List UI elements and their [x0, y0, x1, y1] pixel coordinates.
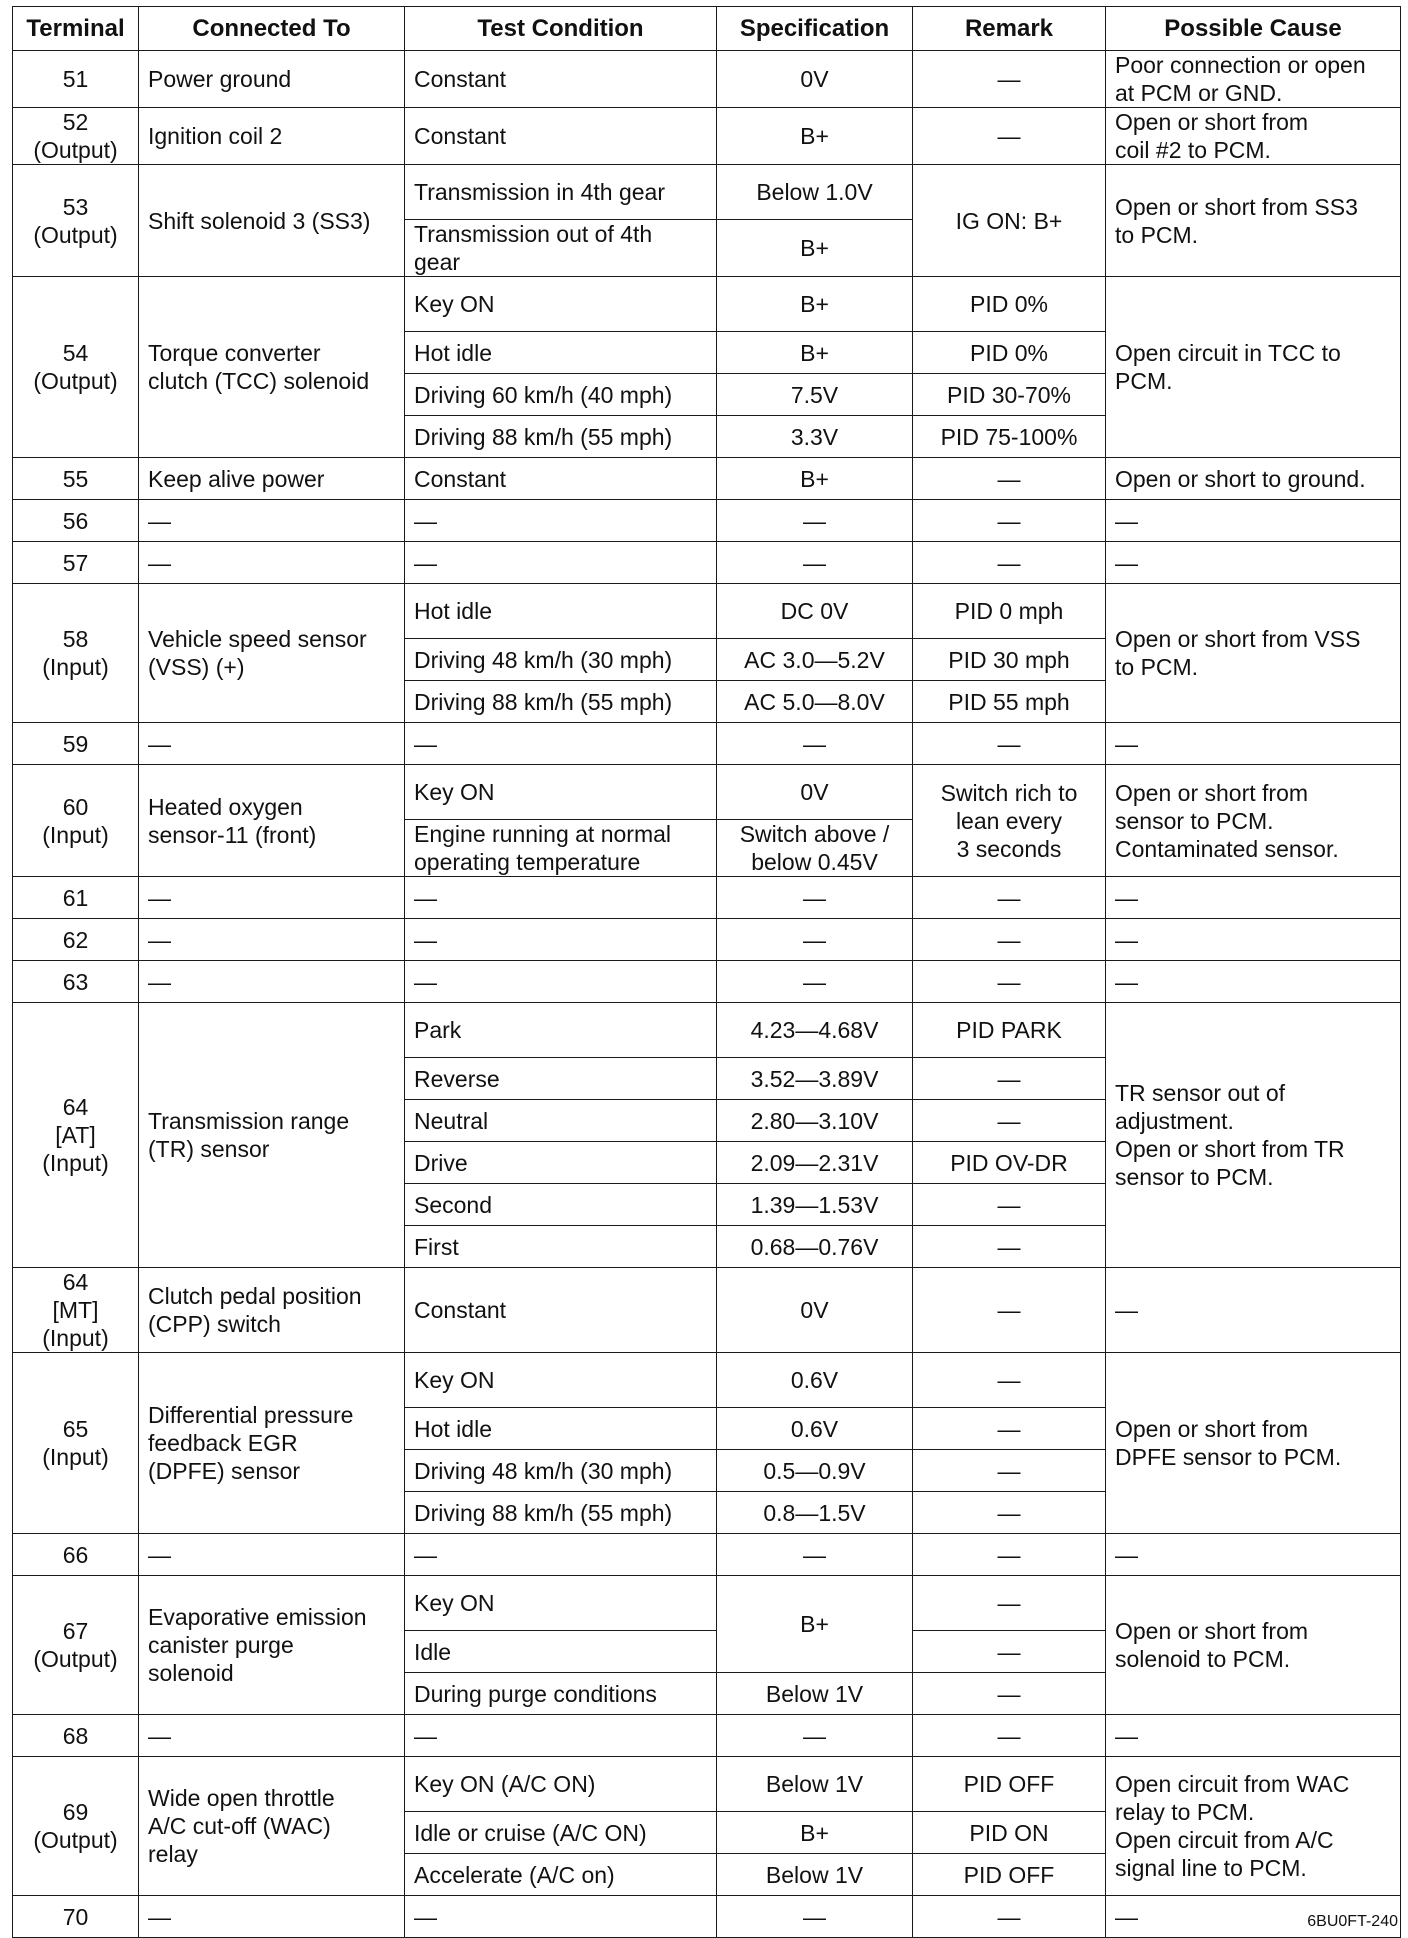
- terminal-cell: 68: [13, 1715, 139, 1757]
- specification-cell: Below 1V: [717, 1757, 913, 1812]
- terminal-cell: 69 (Output): [13, 1757, 139, 1896]
- remark-cell: —: [913, 1673, 1106, 1715]
- connected-to-cell: Keep alive power: [139, 458, 405, 500]
- test-condition-cell: Idle: [405, 1631, 717, 1673]
- remark-cell: PID 0%: [913, 332, 1106, 374]
- table-row: [13, 458, 1401, 500]
- terminal-cell: 52 (Output): [13, 108, 139, 165]
- possible-cause-cell: Open circuit in TCC to PCM.: [1106, 277, 1401, 458]
- test-condition-cell: Accelerate (A/C on): [405, 1854, 717, 1896]
- col-specification: Specification: [717, 7, 913, 51]
- test-condition-cell: Second: [405, 1184, 717, 1226]
- remark-cell: —: [913, 1534, 1106, 1576]
- possible-cause-cell: Open or short from coil #2 to PCM.: [1106, 108, 1401, 165]
- remark-cell: —: [913, 723, 1106, 765]
- test-condition-cell: Drive: [405, 1142, 717, 1184]
- terminal-cell: 64 [AT] (Input): [13, 1003, 139, 1268]
- remark-cell: —: [913, 877, 1106, 919]
- remark-cell: —: [913, 1100, 1106, 1142]
- table-row: [13, 500, 1401, 542]
- terminal-cell: 65 (Input): [13, 1353, 139, 1534]
- terminal-cell: 66: [13, 1534, 139, 1576]
- table-row: [13, 877, 1401, 919]
- possible-cause-cell: —: [1106, 1896, 1401, 1938]
- test-condition-cell: Driving 88 km/h (55 mph): [405, 681, 717, 723]
- specification-cell: 2.80—3.10V: [717, 1100, 913, 1142]
- connected-to-cell: Torque converter clutch (TCC) solenoid: [139, 277, 405, 458]
- table-row: [13, 1353, 1401, 1408]
- test-condition-cell: Key ON: [405, 277, 717, 332]
- specification-cell: B+: [717, 458, 913, 500]
- test-condition-cell: —: [405, 1534, 717, 1576]
- col-terminal: Terminal: [13, 7, 139, 51]
- table-row: [13, 1534, 1401, 1576]
- test-condition-cell: Key ON: [405, 1353, 717, 1408]
- connected-to-cell: —: [139, 1896, 405, 1938]
- remark-cell: —: [913, 1353, 1106, 1408]
- pinout-table-sheet: [12, 6, 1400, 1938]
- test-condition-cell: Engine running at normal operating temperature: [405, 820, 717, 877]
- specification-cell: —: [717, 1534, 913, 1576]
- specification-cell: —: [717, 877, 913, 919]
- test-condition-cell: Hot idle: [405, 584, 717, 639]
- test-condition-cell: Hot idle: [405, 1408, 717, 1450]
- possible-cause-cell: Open or short from VSS to PCM.: [1106, 584, 1401, 723]
- terminal-cell: 70: [13, 1896, 139, 1938]
- possible-cause-cell: Open or short from solenoid to PCM.: [1106, 1576, 1401, 1715]
- specification-cell: B+: [717, 1812, 913, 1854]
- connected-to-cell: —: [139, 1715, 405, 1757]
- possible-cause-cell: —: [1106, 961, 1401, 1003]
- col-remark: Remark: [913, 7, 1106, 51]
- col-connected-to: Connected To: [139, 7, 405, 51]
- test-condition-cell: —: [405, 961, 717, 1003]
- test-condition-cell: Constant: [405, 458, 717, 500]
- possible-cause-cell: —: [1106, 1534, 1401, 1576]
- table-row: [13, 542, 1401, 584]
- table-row: [13, 1003, 1401, 1058]
- remark-cell: PID 30-70%: [913, 374, 1106, 416]
- specification-cell: 0.6V: [717, 1353, 913, 1408]
- test-condition-cell: During purge conditions: [405, 1673, 717, 1715]
- table-row: [13, 584, 1401, 639]
- remark-cell: —: [913, 542, 1106, 584]
- remark-cell: —: [913, 500, 1106, 542]
- possible-cause-cell: —: [1106, 542, 1401, 584]
- connected-to-cell: —: [139, 500, 405, 542]
- possible-cause-cell: —: [1106, 500, 1401, 542]
- terminal-cell: 56: [13, 500, 139, 542]
- specification-cell: 2.09—2.31V: [717, 1142, 913, 1184]
- table-row: [13, 1896, 1401, 1938]
- table-row: [13, 1757, 1401, 1812]
- connected-to-cell: Ignition coil 2: [139, 108, 405, 165]
- specification-cell: B+: [717, 220, 913, 277]
- remark-cell: —: [913, 1408, 1106, 1450]
- specification-cell: AC 5.0—8.0V: [717, 681, 913, 723]
- connected-to-cell: Transmission range (TR) sensor: [139, 1003, 405, 1268]
- remark-cell: —: [913, 1058, 1106, 1100]
- specification-cell: —: [717, 542, 913, 584]
- col-possible-cause: Possible Cause: [1106, 7, 1401, 51]
- remark-cell: PID OFF: [913, 1757, 1106, 1812]
- remark-cell: PID 30 mph: [913, 639, 1106, 681]
- specification-cell: Switch above / below 0.45V: [717, 820, 913, 877]
- possible-cause-cell: Open circuit from WAC relay to PCM. Open circuit from A/C signal line to PCM.: [1106, 1757, 1401, 1896]
- specification-cell: —: [717, 723, 913, 765]
- table-row: [13, 1576, 1401, 1631]
- test-condition-cell: Driving 88 km/h (55 mph): [405, 416, 717, 458]
- table-body: [13, 51, 1401, 1938]
- table-row: [13, 165, 1401, 220]
- test-condition-cell: —: [405, 877, 717, 919]
- remark-cell: PID PARK: [913, 1003, 1106, 1058]
- remark-cell: —: [913, 1184, 1106, 1226]
- pcm-terminal-table: [12, 6, 1401, 1938]
- test-condition-cell: Driving 88 km/h (55 mph): [405, 1492, 717, 1534]
- specification-cell: B+: [717, 1576, 913, 1673]
- terminal-cell: 64 [MT] (Input): [13, 1268, 139, 1353]
- test-condition-cell: —: [405, 723, 717, 765]
- remark-cell: PID 55 mph: [913, 681, 1106, 723]
- remark-cell: —: [913, 1450, 1106, 1492]
- connected-to-cell: Shift solenoid 3 (SS3): [139, 165, 405, 277]
- header-row: [13, 7, 1401, 51]
- terminal-cell: 51: [13, 51, 139, 108]
- connected-to-cell: —: [139, 542, 405, 584]
- test-condition-cell: First: [405, 1226, 717, 1268]
- remark-cell: —: [913, 1226, 1106, 1268]
- terminal-cell: 58 (Input): [13, 584, 139, 723]
- terminal-cell: 60 (Input): [13, 765, 139, 877]
- terminal-cell: 55: [13, 458, 139, 500]
- possible-cause-cell: —: [1106, 877, 1401, 919]
- terminal-cell: 67 (Output): [13, 1576, 139, 1715]
- connected-to-cell: —: [139, 961, 405, 1003]
- possible-cause-cell: Open or short from DPFE sensor to PCM.: [1106, 1353, 1401, 1534]
- remark-cell: —: [913, 1492, 1106, 1534]
- remark-cell: —: [913, 1896, 1106, 1938]
- remark-cell: —: [913, 1268, 1106, 1353]
- col-test-condition: Test Condition: [405, 7, 717, 51]
- terminal-cell: 59: [13, 723, 139, 765]
- specification-cell: —: [717, 919, 913, 961]
- specification-cell: 7.5V: [717, 374, 913, 416]
- table-row: [13, 765, 1401, 820]
- specification-cell: —: [717, 500, 913, 542]
- terminal-cell: 53 (Output): [13, 165, 139, 277]
- test-condition-cell: Reverse: [405, 1058, 717, 1100]
- remark-cell: —: [913, 1715, 1106, 1757]
- terminal-cell: 62: [13, 919, 139, 961]
- specification-cell: AC 3.0—5.2V: [717, 639, 913, 681]
- remark-cell: —: [913, 458, 1106, 500]
- specification-cell: 0.68—0.76V: [717, 1226, 913, 1268]
- test-condition-cell: Key ON: [405, 1576, 717, 1631]
- test-condition-cell: Key ON: [405, 765, 717, 820]
- connected-to-cell: —: [139, 877, 405, 919]
- possible-cause-cell: —: [1106, 1268, 1401, 1353]
- specification-cell: 4.23—4.68V: [717, 1003, 913, 1058]
- specification-cell: —: [717, 961, 913, 1003]
- terminal-cell: 54 (Output): [13, 277, 139, 458]
- connected-to-cell: —: [139, 919, 405, 961]
- remark-cell: —: [913, 1631, 1106, 1673]
- table-row: [13, 51, 1401, 108]
- possible-cause-cell: —: [1106, 919, 1401, 961]
- table-row: [13, 723, 1401, 765]
- connected-to-cell: Wide open throttle A/C cut-off (WAC) relay: [139, 1757, 405, 1896]
- test-condition-cell: —: [405, 500, 717, 542]
- remark-cell: PID 0%: [913, 277, 1106, 332]
- specification-cell: 1.39—1.53V: [717, 1184, 913, 1226]
- connected-to-cell: Clutch pedal position (CPP) switch: [139, 1268, 405, 1353]
- remark-cell: —: [913, 108, 1106, 165]
- remark-cell: PID ON: [913, 1812, 1106, 1854]
- test-condition-cell: Driving 60 km/h (40 mph): [405, 374, 717, 416]
- test-condition-cell: Driving 48 km/h (30 mph): [405, 639, 717, 681]
- specification-cell: 0V: [717, 1268, 913, 1353]
- figure-id: 6BU0FT-240: [1307, 1913, 1398, 1930]
- remark-cell: —: [913, 961, 1106, 1003]
- remark-cell: PID 0 mph: [913, 584, 1106, 639]
- possible-cause-cell: Open or short from sensor to PCM. Contaminated sensor.: [1106, 765, 1401, 877]
- test-condition-cell: Hot idle: [405, 332, 717, 374]
- specification-cell: —: [717, 1896, 913, 1938]
- possible-cause-cell: Open or short to ground.: [1106, 458, 1401, 500]
- test-condition-cell: Neutral: [405, 1100, 717, 1142]
- specification-cell: 3.3V: [717, 416, 913, 458]
- connected-to-cell: Power ground: [139, 51, 405, 108]
- terminal-cell: 61: [13, 877, 139, 919]
- test-condition-cell: Transmission in 4th gear: [405, 165, 717, 220]
- specification-cell: B+: [717, 332, 913, 374]
- possible-cause-cell: Open or short from SS3 to PCM.: [1106, 165, 1401, 277]
- connected-to-cell: Vehicle speed sensor (VSS) (+): [139, 584, 405, 723]
- remark-cell: —: [913, 919, 1106, 961]
- test-condition-cell: —: [405, 1896, 717, 1938]
- remark-cell: Switch rich to lean every 3 seconds: [913, 765, 1106, 877]
- possible-cause-cell: Poor connection or open at PCM or GND.: [1106, 51, 1401, 108]
- specification-cell: Below 1V: [717, 1854, 913, 1896]
- table-row: [13, 961, 1401, 1003]
- specification-cell: Below 1.0V: [717, 165, 913, 220]
- specification-cell: 0.5—0.9V: [717, 1450, 913, 1492]
- table-row: [13, 108, 1401, 165]
- specification-cell: 0.8—1.5V: [717, 1492, 913, 1534]
- table-row: [13, 1715, 1401, 1757]
- table-row: [13, 1268, 1401, 1353]
- test-condition-cell: Transmission out of 4th gear: [405, 220, 717, 277]
- possible-cause-cell: —: [1106, 1715, 1401, 1757]
- test-condition-cell: —: [405, 542, 717, 584]
- test-condition-cell: Park: [405, 1003, 717, 1058]
- connected-to-cell: —: [139, 723, 405, 765]
- connected-to-cell: Evaporative emission canister purge solenoid: [139, 1576, 405, 1715]
- test-condition-cell: Constant: [405, 108, 717, 165]
- remark-cell: PID 75-100%: [913, 416, 1106, 458]
- possible-cause-cell: —: [1106, 723, 1401, 765]
- connected-to-cell: —: [139, 1534, 405, 1576]
- specification-cell: 3.52—3.89V: [717, 1058, 913, 1100]
- test-condition-cell: Constant: [405, 1268, 717, 1353]
- specification-cell: DC 0V: [717, 584, 913, 639]
- terminal-cell: 57: [13, 542, 139, 584]
- specification-cell: —: [717, 1715, 913, 1757]
- specification-cell: 0.6V: [717, 1408, 913, 1450]
- specification-cell: 0V: [717, 51, 913, 108]
- remark-cell: —: [913, 51, 1106, 108]
- possible-cause-cell: TR sensor out of adjustment. Open or short from TR sensor to PCM.: [1106, 1003, 1401, 1268]
- specification-cell: Below 1V: [717, 1673, 913, 1715]
- specification-cell: B+: [717, 108, 913, 165]
- specification-cell: 0V: [717, 765, 913, 820]
- remark-cell: —: [913, 1576, 1106, 1631]
- terminal-cell: 63: [13, 961, 139, 1003]
- remark-cell: PID OV-DR: [913, 1142, 1106, 1184]
- table-row: [13, 277, 1401, 332]
- test-condition-cell: Idle or cruise (A/C ON): [405, 1812, 717, 1854]
- connected-to-cell: Differential pressure feedback EGR (DPFE) sensor: [139, 1353, 405, 1534]
- test-condition-cell: Key ON (A/C ON): [405, 1757, 717, 1812]
- table-row: [13, 919, 1401, 961]
- remark-cell: PID OFF: [913, 1854, 1106, 1896]
- test-condition-cell: —: [405, 1715, 717, 1757]
- test-condition-cell: Constant: [405, 51, 717, 108]
- connected-to-cell: Heated oxygen sensor-11 (front): [139, 765, 405, 877]
- remark-cell: IG ON: B+: [913, 165, 1106, 277]
- specification-cell: B+: [717, 277, 913, 332]
- test-condition-cell: —: [405, 919, 717, 961]
- test-condition-cell: Driving 48 km/h (30 mph): [405, 1450, 717, 1492]
